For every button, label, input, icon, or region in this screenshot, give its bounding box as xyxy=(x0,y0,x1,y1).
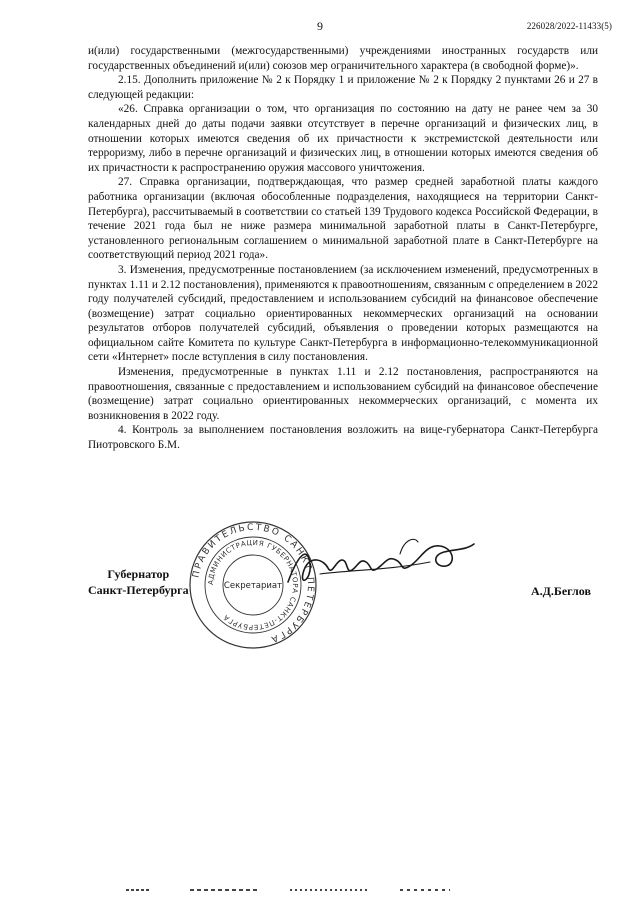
page-number: 9 xyxy=(317,19,323,33)
document-id: 226028/2022-11433(5) xyxy=(526,21,612,31)
document-body xyxy=(88,44,598,453)
paragraph-3-continued: Изменения, предусмотренные в пунктах 1.11 и 2.12 постановления, распространяются на правоотношения, связанные с предоставлением и использованием субсидий на финансовое обеспечение (возмещение) затрат социально ориентированных некоммерческих организаций, с момента их возникновения в 2022 году. xyxy=(88,366,598,422)
signer-title xyxy=(88,566,189,598)
paragraph-continuation: и(или) государственными (межгосударственными) учреждениями иностранных государств или государственных объединений и(или) союзов мер ограничительного характера (в свободной форме)». xyxy=(88,45,598,72)
svg-text:АДМИНИСТРАЦИЯ ГУБЕРНАТОРА САНК: АДМИНИСТРАЦИЯ ГУБЕРНАТОРА САНКТ-ПЕТЕРБУРГА xyxy=(206,538,300,632)
svg-text:ПРАВИТЕЛЬСТВО САНКТ-ПЕТЕРБУРГА: ПРАВИТЕЛЬСТВО САНКТ-ПЕТЕРБУРГА xyxy=(191,522,316,645)
paragraph-2-15: 2.15. Дополнить приложение № 2 к Порядку 1 и приложение № 2 к Порядку 2 пунктами 26 и 27 в следующей редакции: xyxy=(88,74,598,101)
paragraph-3: 3. Изменения, предусмотренные постановлением (за исключением изменений, предусмотренных в пунктах 1.11 и 2.12 постановления), применяются к правоотношениям, связанным с определением в 2022 году получателей субсидий, предоставлением и использованием субсидий на финансовое обеспечение (возмещение) затрат социально ориентированных некоммерческих организаций на основании результатов отборов получателей субсидий, объявления о проведении которых размещаются на официальном сайте Комитета по культуре Санкт-Петербурга в информационно-телекоммуникационной сети «Интернет» после вступления в силу постановления. xyxy=(88,263,598,364)
paragraph-item-26: «26. Справка организации о том, что организация по состоянию на дату не ранее чем за 30 календарных дней до даты подачи заявки отсутствует в перечне организаций и физических лиц, в отношении которых имеются сведения об их причастности к экстремистской деятельности или терроризму, либо в перечне организаций и физических лиц, в отношении которых имеются сведения об их причастности к распространению оружия массового уничтожения. xyxy=(88,103,598,174)
svg-text:Секретариат: Секретариат xyxy=(223,581,283,591)
handwritten-signature xyxy=(280,530,480,600)
signer-title-line1: Губернатор xyxy=(107,567,170,581)
scan-artifact-marks xyxy=(120,886,460,894)
paragraph-item-27: 27. Справка организации, подтверждающая, что размер средней заработной платы каждого работника организации (включая обособленные подразделения, находящиеся на территории Санкт-Петербурга), рассчитываемый в соответствии со статьей 139 Трудового кодекса Российской Федерации, в течение 2021 года был не ниже размера минимальной заработной платы в Санкт-Петербурге, установленного региональным соглашением о минимальной заработной плате в Санкт-Петербурге на соответствующий период 2021 года». xyxy=(88,176,598,262)
paragraph-4: 4. Контроль за выполнением постановления возложить на вице-губернатора Санкт-Петербурга Пиотровского Б.М. xyxy=(88,424,598,452)
signer-name: А.Д.Беглов xyxy=(531,584,591,598)
signer-title-line2: Санкт-Петербурга xyxy=(88,583,189,597)
